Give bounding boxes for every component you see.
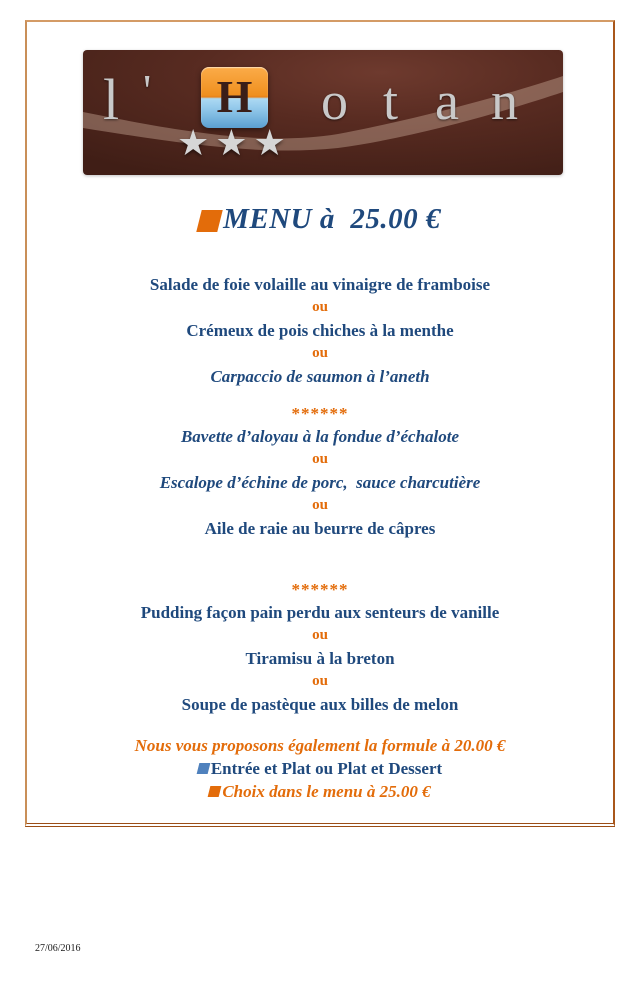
- or-separator: ou: [312, 497, 328, 513]
- formule-option-1: [27, 757, 613, 780]
- or-separator: ou: [312, 299, 328, 315]
- formule-option-1-label: Entrée et Plat ou Plat et Dessert: [210, 759, 443, 778]
- logo-h-badge-icon: [201, 67, 268, 128]
- formule-option-2-label: Choix dans le menu à 25.00 €: [222, 782, 431, 801]
- formule-announcement: Nous vous proposons également la formule à 20.00 €: [134, 736, 506, 755]
- three-stars-icon: ★★★: [177, 123, 292, 163]
- or-separator: ou: [312, 673, 328, 689]
- course-separator: ******: [291, 580, 349, 599]
- starter-item-1: Salade de foie volaille au vinaigre de framboise: [149, 275, 491, 294]
- menu-title: MENU à 25.00 €: [223, 203, 441, 235]
- starter-item-2: Crémeux de pois chiches à la menthe: [186, 321, 454, 340]
- main-item-3: Aile de raie au beurre de câpres: [204, 519, 436, 538]
- orange-square-bullet-icon: [208, 786, 222, 797]
- dessert-item-2: Tiramisu à la breton: [245, 649, 395, 668]
- logo-letter-o: o: [321, 71, 348, 131]
- logo-letter-n: n: [491, 71, 518, 131]
- logo-letter-a: a: [435, 71, 459, 131]
- starter-item-3: Carpaccio de saumon à l’aneth: [210, 367, 430, 386]
- hotel-logo-banner: [83, 50, 563, 175]
- page-border-frame: [25, 20, 615, 827]
- dessert-item-1: Pudding façon pain perdu aux senteurs de vanille: [140, 603, 500, 622]
- main-item-2: Escalope d’échine de porc, sauce charcutière: [159, 473, 481, 492]
- or-separator: ou: [312, 451, 328, 467]
- dessert-item-3: Soupe de pastèque aux billes de melon: [181, 695, 459, 714]
- logo-letter-t: t: [383, 71, 399, 131]
- course-separator: ******: [291, 404, 349, 423]
- orange-square-bullet-icon: [196, 210, 222, 232]
- logo-apostrophe: ': [143, 65, 152, 116]
- document-date: 27/06/2016: [35, 943, 81, 954]
- menu-body: [27, 273, 613, 803]
- or-separator: ou: [312, 345, 328, 361]
- formule-option-2: [27, 780, 613, 803]
- logo-letter-h: H: [216, 70, 253, 122]
- menu-title-row: [27, 203, 613, 236]
- or-separator: ou: [312, 627, 328, 643]
- blue-square-bullet-icon: [196, 763, 210, 774]
- main-item-1: Bavette d’aloyau à la fondue d’échalote: [180, 427, 460, 446]
- logo-letter-l: l: [103, 67, 120, 132]
